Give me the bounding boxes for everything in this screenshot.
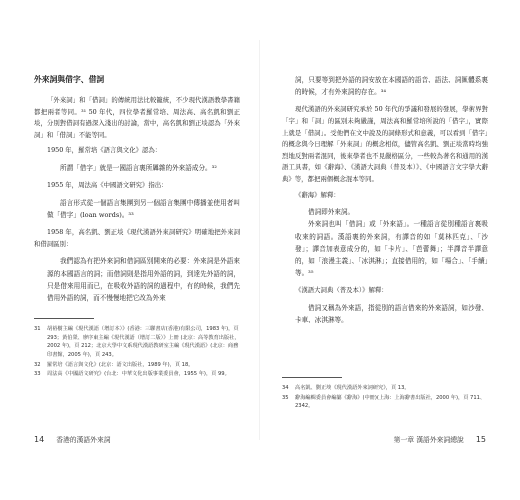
quote-text: 詞，只要等到把外語的詞安放在本國語的語音、語法、詞匯體系裏的時候，才有外來詞的存在。³⁴ xyxy=(295,76,488,97)
block-quote xyxy=(47,162,240,174)
footnote xyxy=(34,361,240,370)
page-number: 15 xyxy=(475,435,486,444)
running-title: 香港的漢語外來詞 xyxy=(56,436,111,444)
footnote-number: 32 xyxy=(34,361,41,368)
gutter xyxy=(259,40,260,440)
footnote-text: 周法高《中國語文研究》(台北：中華文化出版事業委員會，1955 年)，頁 99。 xyxy=(47,371,230,378)
footnote-text: 羅常培《語言與文化》(北京：語文出版社，1989 年)，頁 18。 xyxy=(47,361,194,368)
paragraph: 1955 年，周法高《中國語文研究》指出： xyxy=(47,181,168,190)
section-heading: 外來詞與借字、借詞 xyxy=(34,75,105,84)
running-chapter: 第一章 xyxy=(393,436,415,444)
footnote-text: 辭海編輯委員會編纂《辭海》(中冊)(上海：上海辭書出版社，2000 年)，頁 711、2342。 xyxy=(295,394,486,410)
block-quote xyxy=(47,197,240,221)
running-title: 漢語外來詞總說 xyxy=(416,436,464,444)
footnote xyxy=(34,370,240,379)
footnote-number: 31 xyxy=(34,326,41,333)
quote-text: 我們認為有把外來詞和借詞區別開來的必要：外來詞是外語來源的本國語言的詞；而借詞則是指用外語的詞，到達先外語的詞，只是借來用用而已，在吸收外語的詞的過程中，有的時候，我們先借用外語的詞，而不慢慢地把它改為外來 xyxy=(47,257,240,302)
footnotes xyxy=(282,363,488,412)
footnote-number: 33 xyxy=(34,371,41,378)
footnote-text: 胡裕樹主編《現代漢語（增訂本）》(香港：三聯書店(香港)有限公司，1983 年)，頁 293；黃伯榮、廖序東主編《現代漢語（增訂二版）》上冊 (北京：高等教育出版社，2002 年)，頁 212；北京大學中文系現代漢語教研室主編《現代漢語》(北京：商務印書館，2005 年)，頁 243。 xyxy=(47,326,240,358)
page-number: 14 xyxy=(34,435,45,444)
footnote-number: 35 xyxy=(282,394,289,401)
quote-text: 借詞又稱為外來語，指從別的語言借來的外來語詞，如沙發、卡車、冰淇淋等。 xyxy=(295,303,488,325)
footnote-text: 高名凱、劉正埮《現代漢語外來詞研究》，頁 13。 xyxy=(295,385,410,391)
footnote-rule xyxy=(282,377,342,378)
paragraph: 現代漢語的外來詞研究承於 50 年代的爭議和發展的發展，學術界對「字」和「詞」的區別未夠嚴謹，周法高和羅常培所說的「借字」，實際上就是「借詞」。受他們在文中說及的詞條形式和意義，可以看到「借字」的概念與今日理解「外來詞」的概念相似，儘管高名凱、劉正埮當時均強烈地反對兩者混同，後來學者也不見嚴格區分，一些較為著名和通用的漢語工具書，如《辭海》、《漢語大詞典（普及本）》、《中國語言文字學大辭典》等，都把兩個概念混本等同。 xyxy=(282,105,488,183)
paragraph: 《辭海》解釋： xyxy=(295,190,340,199)
block-quote xyxy=(295,206,488,279)
left-page xyxy=(34,60,240,440)
paragraph: 1958 年，高名凱、劉正埮《現代漢語外來詞研究》明確地把外來詞和借詞區別： xyxy=(34,228,240,248)
right-folio xyxy=(394,434,486,444)
footnote xyxy=(282,394,488,411)
block-quote xyxy=(47,255,240,304)
footnote xyxy=(282,384,488,393)
block-quote-continued xyxy=(295,74,488,98)
quote-text: 所謂「借字」就是一國語言裏所羼雜的外來語成分。³² xyxy=(60,163,217,172)
paragraph: 1950 年，羅常培《語言與文化》認為： xyxy=(47,146,162,155)
quote-text: 借詞即外來詞。 xyxy=(308,208,355,217)
left-folio xyxy=(34,434,111,444)
right-page xyxy=(282,60,488,440)
quote-text: 外來詞也叫「借詞」或「外來語」。一種語言從別種語言裏吸收來的詞語。漢語裏的外來詞，有譯音的如「莫林匹克」、「沙發」；譯音加表意成分的，如「卡片」、「芭蕾舞」；半譯音半譯意的，如「浪漫主義」、「冰淇淋」；直接借用的，如「場合」、「手續」等。³⁵ xyxy=(295,220,488,278)
block-quote xyxy=(295,302,488,326)
footnote-number: 34 xyxy=(282,385,289,391)
quote-text: 語言形式從一個語言集團到另一個語言集團中傳播並使用者叫做「借字」(loan words)。³³ xyxy=(47,198,240,219)
paragraph: 「外來詞」和「借詞」的傳統用法比較籠統，不少現代漢語教學書籍都把兩者等同。³¹ 50 年代，四位學者羅常培、周法高、高名凱和劉正埮，分別對借詞有過深入淺出的討論，當中，高名凱和劉正埮認為「外來詞」和「借詞」不能等同。 xyxy=(34,96,240,139)
footnote xyxy=(34,325,240,359)
footnote-rule xyxy=(34,318,94,319)
paragraph: 《漢語大詞典（普及本）》解釋： xyxy=(295,286,388,295)
